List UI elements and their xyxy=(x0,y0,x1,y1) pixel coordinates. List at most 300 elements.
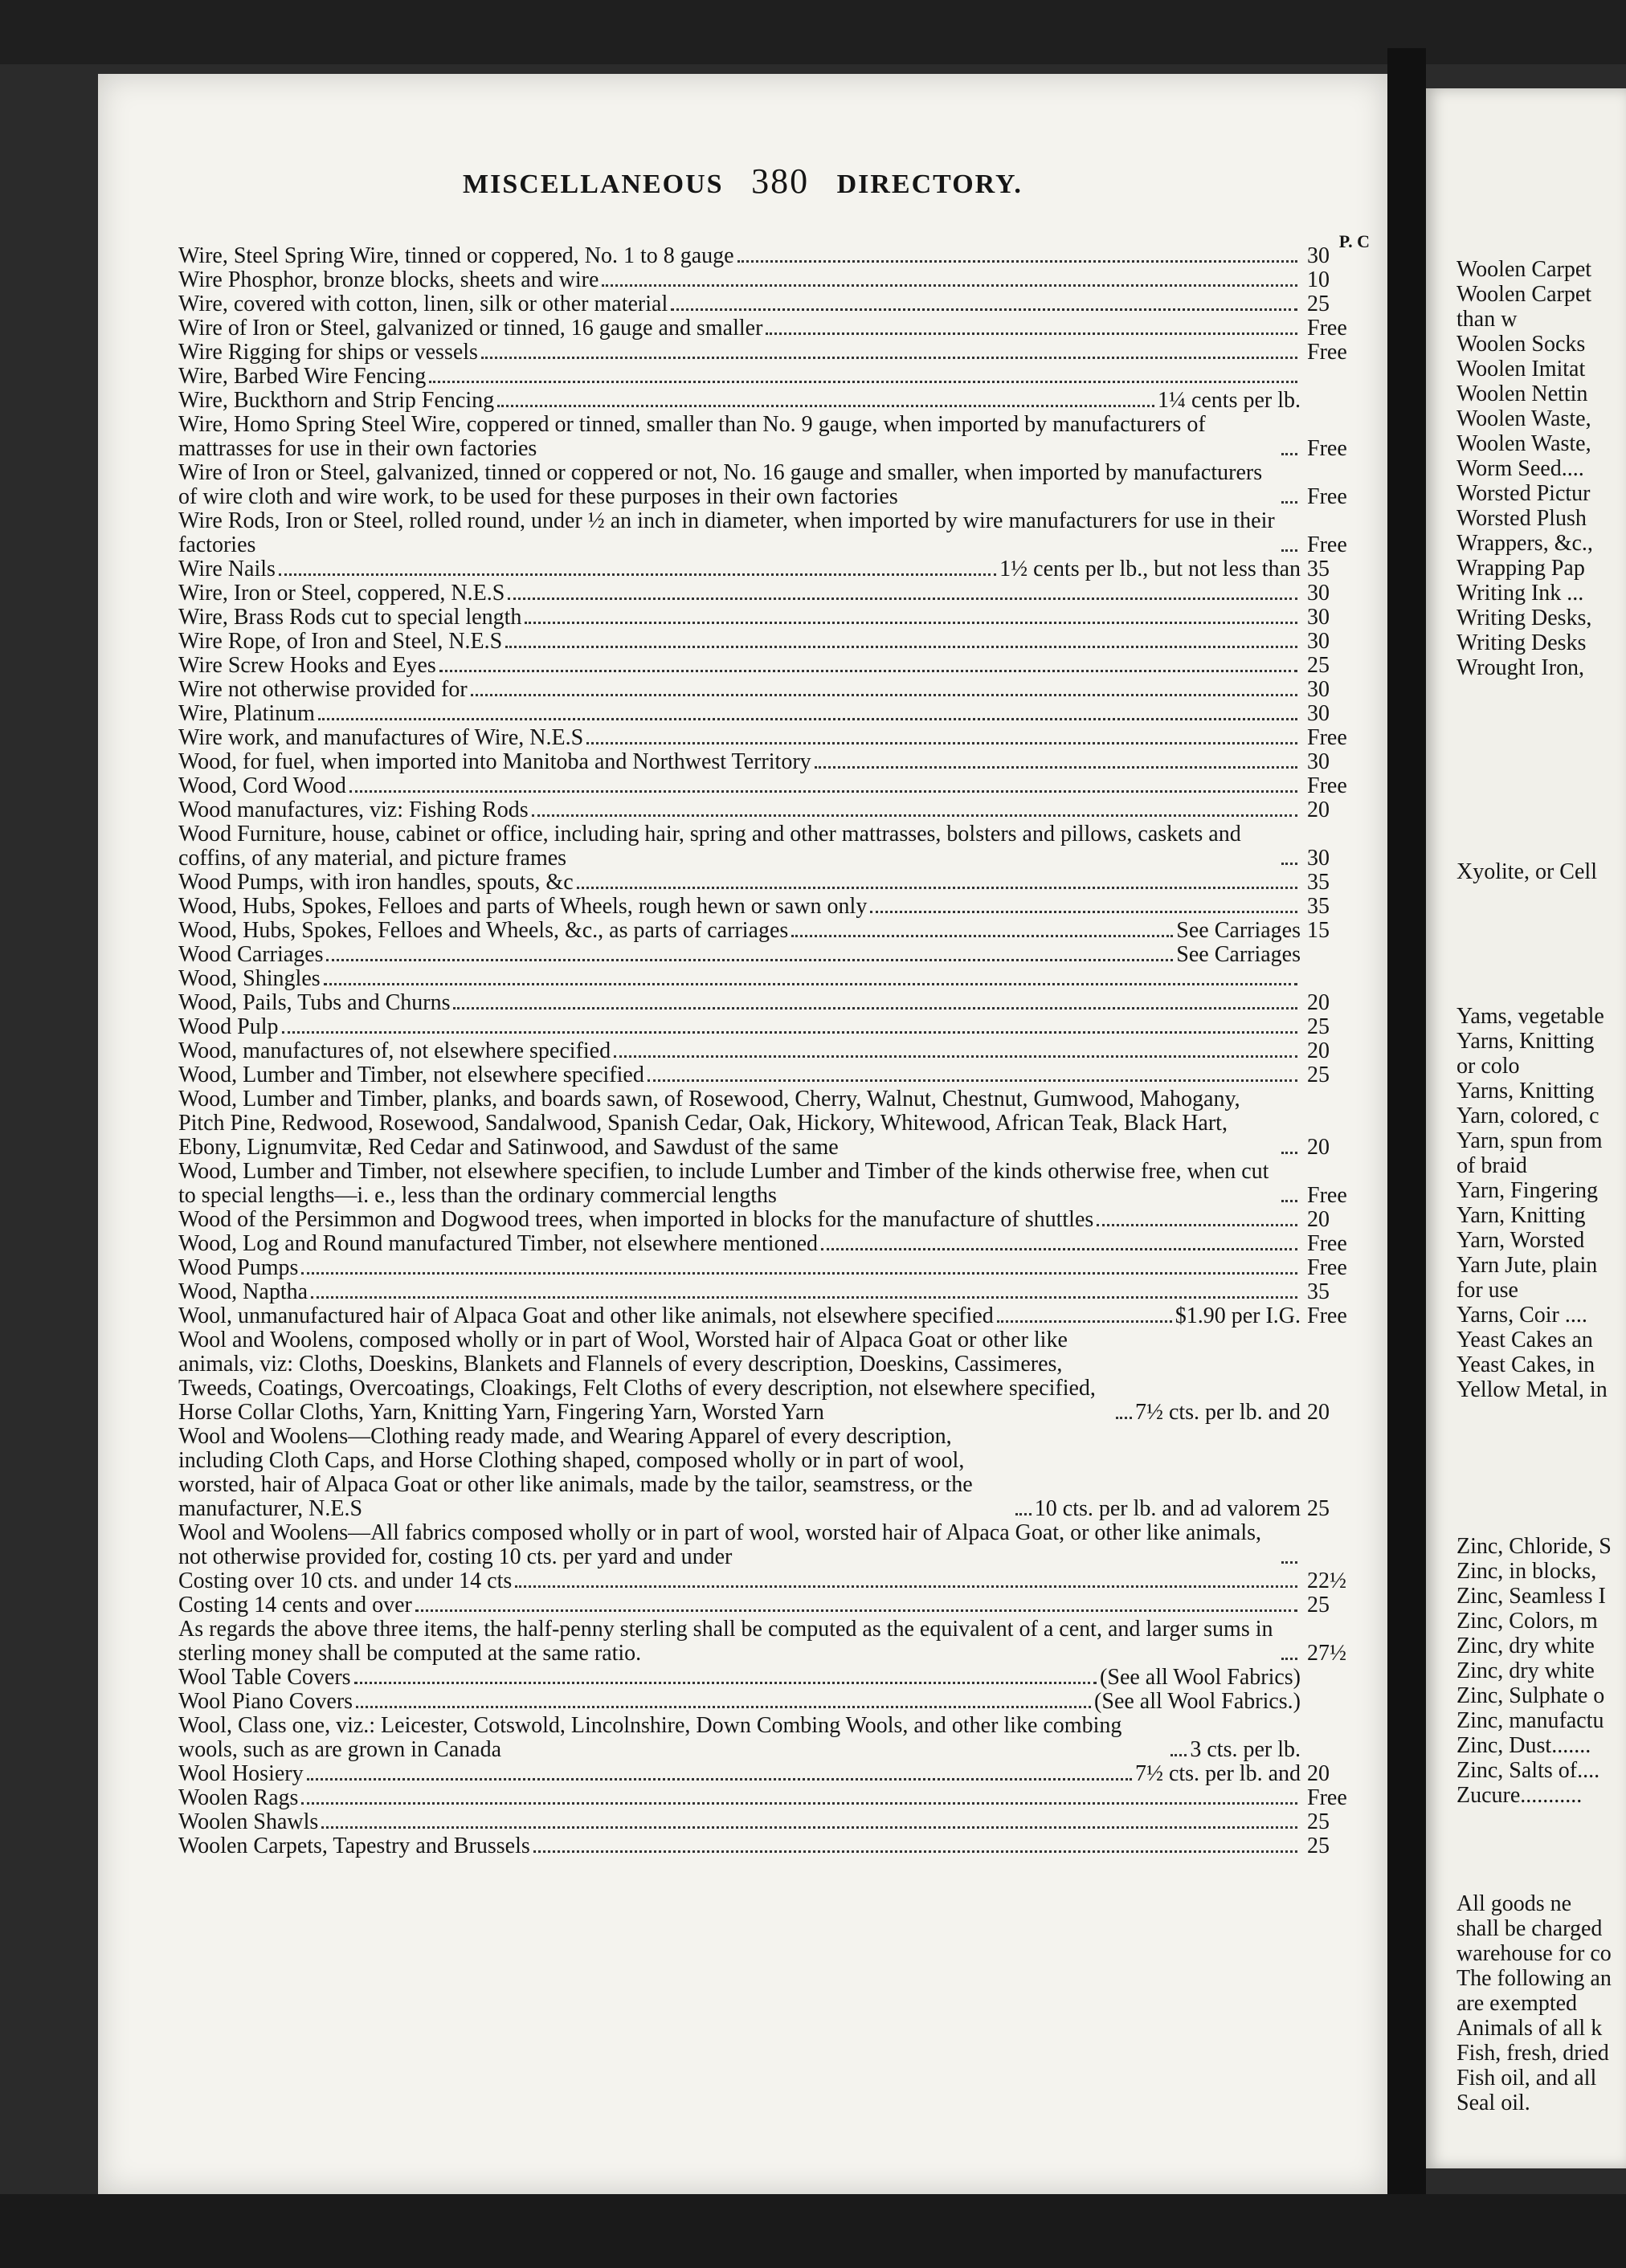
entry-text: Wood, Naptha xyxy=(178,1279,308,1304)
entry-rate: 27½ xyxy=(1307,1641,1346,1666)
entry-main xyxy=(178,1328,1301,1425)
entry-text: Wood, Shingles xyxy=(178,966,321,991)
tariff-entry xyxy=(178,1232,1371,1256)
entry-text: Wool and Woolens—Clothing ready made, and Wearing Apparel of every description, including Cloth Caps, and Horse Clothing shaped, composed wholly or in part of wool, worsted, hair of Alpaca Goat or other like animals, made by the tailor, seamstress, or the manufacturer, N.E.S xyxy=(178,1424,973,1521)
entry-detail: 7½ cts. per lb. and xyxy=(1134,1761,1301,1786)
dot-leader xyxy=(318,717,1297,720)
dot-leader xyxy=(525,621,1297,624)
dot-leader xyxy=(532,814,1297,817)
right-page-line: Yellow Metal, in xyxy=(1456,1377,1608,1402)
entry-text: Wood Pumps xyxy=(178,1255,299,1280)
entry-detail: 7½ cts. per lb. and xyxy=(1134,1400,1301,1425)
book-gutter xyxy=(1387,48,1426,2217)
entry-text: Wool Table Covers xyxy=(178,1665,351,1690)
right-page-line: or colo xyxy=(1456,1054,1520,1079)
entry-text: Wire, Iron or Steel, coppered, N.E.S xyxy=(178,581,505,606)
entry-text: Wire, Steel Spring Wire, tinned or coppered, No. 1 to 8 gauge xyxy=(178,243,734,268)
entry-main xyxy=(178,822,1301,871)
entry-main xyxy=(178,268,1301,292)
entry-main xyxy=(178,702,1301,726)
right-list-z xyxy=(1456,1534,1626,1808)
entry-text: Wood, manufactures of, not elsewhere specified xyxy=(178,1038,611,1063)
entry-rate: 25 xyxy=(1307,1063,1330,1087)
entry-main xyxy=(178,1208,1301,1232)
dot-leader xyxy=(324,982,1297,985)
entry-main xyxy=(178,654,1301,678)
dot-leader xyxy=(791,934,1173,937)
entry-main xyxy=(178,1569,1301,1593)
entry-text: Wire Phosphor, bronze blocks, sheets and wire xyxy=(178,267,599,292)
entry-rate: 10 xyxy=(1307,267,1330,292)
right-page-line: Yarns, Knitting xyxy=(1456,1029,1595,1054)
right-page-line: Yarn, Knitting xyxy=(1456,1203,1586,1228)
right-page-line: Zinc, Sulphate o xyxy=(1456,1683,1605,1708)
tariff-entry xyxy=(178,365,1371,389)
tariff-entry xyxy=(178,798,1371,822)
dot-leader xyxy=(1170,1753,1187,1756)
right-page-line: Woolen Imitat xyxy=(1456,357,1586,381)
right-page-line: Zinc, Seamless I xyxy=(1456,1584,1606,1609)
right-page-line: Woolen Waste, xyxy=(1456,431,1591,456)
right-page-line: Yarn, spun from xyxy=(1456,1128,1603,1153)
tariff-entry xyxy=(178,630,1371,654)
tariff-entry xyxy=(178,316,1371,341)
entry-rate: 25 xyxy=(1307,1496,1330,1521)
entry-main xyxy=(178,1714,1301,1762)
tariff-entry xyxy=(178,1666,1371,1690)
dot-leader xyxy=(671,308,1297,311)
tariff-entry xyxy=(178,822,1371,871)
tariff-entry xyxy=(178,654,1371,678)
entry-main xyxy=(178,606,1301,630)
right-page-line: than w xyxy=(1456,307,1518,332)
right-page-line: Wrapping Pap xyxy=(1456,556,1585,581)
right-page-line: Worm Seed.... xyxy=(1456,456,1584,481)
right-page-line: Animals of all k xyxy=(1456,2016,1603,2041)
entry-text: Wood Furniture, house, cabinet or office, including hair, spring and other mattrasses, bolsters and pillows, caskets and coffins, of any material, and picture frames xyxy=(178,822,1241,871)
entry-rate: Free xyxy=(1307,436,1347,461)
dot-leader xyxy=(1281,1657,1297,1660)
entry-rate: Free xyxy=(1307,532,1347,557)
dot-leader xyxy=(326,958,1173,961)
right-page-line: Zinc, Salts of.... xyxy=(1456,1758,1600,1783)
entry-rate: 20 xyxy=(1307,1400,1330,1425)
entry-rate: 20 xyxy=(1307,1761,1330,1786)
tariff-entry xyxy=(178,557,1371,581)
right-page-line: Yarn, colored, c xyxy=(1456,1103,1599,1128)
page-number: 380 xyxy=(751,161,810,201)
entry-main xyxy=(178,341,1301,365)
entry-rate: Free xyxy=(1307,1183,1347,1208)
right-page-line: are exempted xyxy=(1456,1991,1578,2016)
entry-main xyxy=(178,895,1301,919)
right-page-line: Wrappers, &c., xyxy=(1456,531,1593,556)
entry-main xyxy=(178,919,1301,943)
entry-main xyxy=(178,774,1301,798)
entry-rate: 15 xyxy=(1307,918,1330,943)
entry-text: Costing 14 cents and over xyxy=(178,1593,412,1617)
right-page-line: Zinc, Colors, m xyxy=(1456,1609,1598,1634)
dot-leader xyxy=(497,404,1154,407)
entry-main xyxy=(178,1690,1301,1714)
tariff-entry xyxy=(178,1521,1371,1569)
tariff-entry xyxy=(178,606,1371,630)
right-page-line: Woolen Waste, xyxy=(1456,406,1591,431)
entry-text: Wood, Lumber and Timber, planks, and boards sawn, of Rosewood, Cherry, Walnut, Chestnut, Gumwood, Mahogany, Pitch Pine, Redwood, Rosewood, Sandalwood, Spanish Cedar, Oak, Hickory, Whitewood, African Teak, Black Hart, Ebony, Lignumvitæ, Red Cedar and Satinwood, and Sawdust of the same xyxy=(178,1087,1240,1160)
entry-rate: 35 xyxy=(1307,557,1330,581)
entry-text: Wire, covered with cotton, linen, silk or other material xyxy=(178,292,668,316)
tariff-entry xyxy=(178,774,1371,798)
tariff-entry xyxy=(178,678,1371,702)
entry-detail: 1¼ cents per lb. xyxy=(1157,388,1301,413)
right-page-line: Worsted Pictur xyxy=(1456,481,1591,506)
scan-bottom-border xyxy=(0,2194,1626,2268)
tariff-entry xyxy=(178,1280,1371,1304)
right-page-line: Zucure........... xyxy=(1456,1783,1583,1808)
tariff-entry xyxy=(178,244,1371,268)
dot-leader xyxy=(766,332,1297,335)
entry-main xyxy=(178,798,1301,822)
right-list-w xyxy=(1456,257,1626,680)
entry-main xyxy=(178,1593,1301,1617)
tariff-entry xyxy=(178,1714,1371,1762)
entry-rate: 20 xyxy=(1307,1038,1330,1063)
entry-text: Wood Pumps, with iron handles, spouts, &c xyxy=(178,870,574,895)
tariff-entry xyxy=(178,943,1371,967)
dot-leader xyxy=(870,910,1297,913)
dot-leader xyxy=(356,1705,1091,1708)
entry-main xyxy=(178,1425,1301,1521)
tariff-entry xyxy=(178,1256,1371,1280)
entry-rate: 25 xyxy=(1307,1834,1330,1858)
entry-text: Wire, Homo Spring Steel Wire, coppered or tinned, smaller than No. 9 gauge, when imported by manufacturers of mattrasses for use in their own factories xyxy=(178,412,1206,461)
entry-rate: 25 xyxy=(1307,1014,1330,1039)
tariff-entry xyxy=(178,268,1371,292)
right-page-line: Yeast Cakes an xyxy=(1456,1328,1593,1352)
dot-leader xyxy=(279,573,996,576)
tariff-entry xyxy=(178,1834,1371,1858)
entry-text: Wool Piano Covers xyxy=(178,1689,353,1714)
tariff-entry xyxy=(178,581,1371,606)
entry-main xyxy=(178,1786,1301,1810)
right-page-line: Zinc, Chloride, S xyxy=(1456,1534,1612,1559)
tariff-entry xyxy=(178,1810,1371,1834)
entry-text: Woolen Rags xyxy=(178,1785,299,1810)
right-page-line: Zinc, in blocks, xyxy=(1456,1559,1597,1584)
tariff-entry xyxy=(178,967,1371,991)
entry-rate: Free xyxy=(1307,340,1347,365)
entry-rate: 30 xyxy=(1307,243,1330,268)
entry-main xyxy=(178,871,1301,895)
entry-rate: 20 xyxy=(1307,990,1330,1015)
entry-main xyxy=(178,1015,1301,1039)
right-page-line: Yarn, Worsted xyxy=(1456,1228,1585,1253)
tariff-entry xyxy=(178,1593,1371,1617)
entry-main xyxy=(178,943,1301,967)
entry-detail: (See all Wool Fabrics) xyxy=(1100,1665,1301,1690)
entry-rate: 30 xyxy=(1307,629,1330,654)
dot-leader xyxy=(439,669,1297,672)
entry-rate: 22½ xyxy=(1307,1568,1346,1593)
entry-main xyxy=(178,1063,1301,1087)
entry-text: Wire Rigging for ships or vessels xyxy=(178,340,478,365)
entry-main xyxy=(178,1039,1301,1063)
entry-main xyxy=(178,1521,1301,1569)
right-page-line: Yarn Jute, plain xyxy=(1456,1253,1598,1278)
dot-leader xyxy=(311,1295,1297,1299)
entry-text: Wool and Woolens, composed wholly or in part of Wool, Worsted hair of Alpaca Goat or other like animals, viz: Cloths, Doeskins, Blankets and Flannels of every description, Doeskins, Cassimeres, Tweeds, Coatings, Overcoatings, Cloakings, Felt Cloths of every description, not elsewhere specified, Horse Collar Cloths, Yarn, Knitting Yarn, Fingering Yarn, Worsted Yarn xyxy=(178,1328,1096,1425)
right-page-line: Writing Desks, xyxy=(1456,606,1592,630)
entry-main xyxy=(178,389,1301,413)
entry-rate: 25 xyxy=(1307,653,1330,678)
dot-leader xyxy=(997,1320,1172,1323)
tariff-entry xyxy=(178,1087,1371,1160)
tariff-entry xyxy=(178,1208,1371,1232)
dot-leader xyxy=(481,356,1297,359)
entry-text: Wood, Cord Wood xyxy=(178,773,346,798)
entry-text: Wire Rods, Iron or Steel, rolled round, under ½ an inch in diameter, when imported by wire manufacturers for use in their factories xyxy=(178,508,1275,557)
entry-text: Wood, Lumber and Timber, not elsewhere specified xyxy=(178,1063,644,1087)
dot-leader xyxy=(648,1079,1297,1082)
entry-main xyxy=(178,316,1301,341)
entry-rate: 30 xyxy=(1307,749,1330,774)
right-page-line: Wrought Iron, xyxy=(1456,655,1585,680)
entry-detail: 10 cts. per lb. and ad valorem xyxy=(1034,1496,1301,1521)
dot-leader xyxy=(301,1801,1297,1805)
entry-text: Wood, Pails, Tubs and Churns xyxy=(178,990,451,1015)
right-page-line: Zinc, manufactu xyxy=(1456,1708,1604,1733)
dot-leader xyxy=(321,1825,1297,1829)
dot-leader xyxy=(349,789,1297,793)
entry-rate: 35 xyxy=(1307,870,1330,895)
dot-leader xyxy=(415,1609,1297,1612)
dot-leader xyxy=(1281,1151,1297,1154)
entry-rate: Free xyxy=(1307,1785,1347,1810)
left-page xyxy=(98,74,1387,2194)
entry-rate: Free xyxy=(1307,725,1347,750)
entry-text: Wool, unmanufactured hair of Alpaca Goat and other like animals, not elsewhere specified xyxy=(178,1303,994,1328)
dot-leader xyxy=(301,1271,1297,1275)
right-page-line: Yarns, Knitting xyxy=(1456,1079,1595,1103)
dot-leader xyxy=(515,1585,1297,1588)
dot-leader xyxy=(1015,1512,1032,1515)
right-page-line: warehouse for co xyxy=(1456,1941,1612,1966)
entry-text: Wire, Brass Rods cut to special length xyxy=(178,605,522,630)
entry-rate: Free xyxy=(1307,1231,1347,1256)
tariff-entry xyxy=(178,1425,1371,1521)
dot-leader xyxy=(429,380,1297,383)
entry-text: Wire, Barbed Wire Fencing xyxy=(178,364,427,389)
entry-rate: Free xyxy=(1307,773,1347,798)
entry-main xyxy=(178,1087,1301,1160)
right-page-line: shall be charged xyxy=(1456,1916,1603,1941)
right-page-line: Fish, fresh, dried xyxy=(1456,2041,1609,2066)
entry-text: Wool Hosiery xyxy=(178,1761,304,1786)
entry-rate: 30 xyxy=(1307,605,1330,630)
tariff-entry xyxy=(178,1617,1371,1666)
dot-leader xyxy=(614,1054,1297,1058)
tariff-entry xyxy=(178,1328,1371,1425)
right-list-y xyxy=(1456,1004,1626,1402)
right-page-line: for use xyxy=(1456,1278,1518,1303)
entry-text: Wool and Woolens—All fabrics composed wholly or in part of wool, worsted hair of Alpaca Goat, or other like animals, not otherwise provided for, costing 10 cts. per yard and under xyxy=(178,1520,1262,1569)
entry-main xyxy=(178,678,1301,702)
entry-main xyxy=(178,1762,1301,1786)
right-page-line: Yeast Cakes, in xyxy=(1456,1352,1595,1377)
entry-detail: 1½ cents per lb., but not less than xyxy=(999,557,1301,581)
tariff-entry xyxy=(178,1690,1371,1714)
entry-text: Wood, Log and Round manufactured Timber, not elsewhere mentioned xyxy=(178,1231,819,1256)
rate-column-head: P. C xyxy=(1338,231,1370,251)
tariff-entry xyxy=(178,413,1371,461)
right-page-line: Zinc, Dust....... xyxy=(1456,1733,1591,1758)
dot-leader xyxy=(282,1030,1297,1034)
entry-text: Wood Carriages xyxy=(178,942,324,967)
dot-leader xyxy=(453,1006,1297,1010)
entry-detail: See Carriages xyxy=(1176,942,1301,967)
right-page-line: The following an xyxy=(1456,1966,1612,1991)
dot-leader xyxy=(821,1247,1297,1250)
tariff-entry xyxy=(178,1786,1371,1810)
right-page-line: Writing Desks xyxy=(1456,630,1587,655)
tariff-entry xyxy=(178,871,1371,895)
entry-rate: 20 xyxy=(1307,797,1330,822)
entry-text: As regards the above three items, the half-penny sterling shall be computed as the equivalent of a cent, and larger sums in sterling money shall be computed at the same ratio. xyxy=(178,1617,1273,1666)
header-right: DIRECTORY. xyxy=(836,169,1023,199)
entry-main xyxy=(178,1280,1301,1304)
right-page-line: Woolen Nettin xyxy=(1456,381,1588,406)
tariff-entry xyxy=(178,389,1371,413)
entry-main xyxy=(178,1810,1301,1834)
right-page-line: Zinc, dry white xyxy=(1456,1634,1595,1658)
entry-text: Wire, Platinum xyxy=(178,701,315,726)
entry-text: Wood, for fuel, when imported into Manitoba and Northwest Territory xyxy=(178,749,811,774)
tariff-entry xyxy=(178,292,1371,316)
tariff-entry xyxy=(178,1762,1371,1786)
tariff-entry xyxy=(178,895,1371,919)
entry-main xyxy=(178,1256,1301,1280)
entry-text: Wire Nails xyxy=(178,557,276,581)
tariff-entry xyxy=(178,1039,1371,1063)
entry-rate: 35 xyxy=(1307,894,1330,919)
entry-rate: 25 xyxy=(1307,292,1330,316)
entry-main xyxy=(178,557,1301,581)
entry-main xyxy=(178,292,1301,316)
dot-leader xyxy=(1281,500,1297,504)
dot-leader xyxy=(577,886,1297,889)
entry-rate: 20 xyxy=(1307,1207,1330,1232)
entry-text: Wood of the Persimmon and Dogwood trees, when imported in blocks for the manufacture of shuttles xyxy=(178,1207,1094,1232)
entry-main xyxy=(178,509,1301,557)
entry-text: Wire of Iron or Steel, galvanized, tinned or coppered or not, No. 16 gauge and smaller, when imported by manufacturers of wire cloth and wire work, to be used for these purposes in their own factories xyxy=(178,460,1263,509)
scan-top-border xyxy=(0,0,1626,64)
dot-leader xyxy=(1281,862,1297,865)
entry-text: Wood, Lumber and Timber, not elsewhere specifien, to include Lumber and Timber of the kinds otherwise free, when cut to special lengths—i. e., less than the ordinary commercial lengths xyxy=(178,1159,1269,1208)
dot-leader xyxy=(307,1777,1132,1781)
dot-leader xyxy=(471,693,1297,696)
entry-main xyxy=(178,1617,1301,1666)
right-page xyxy=(1426,88,1626,2168)
tariff-entry xyxy=(178,702,1371,726)
right-page-line: Woolen Socks xyxy=(1456,332,1586,357)
entry-text: Wire Screw Hooks and Eyes xyxy=(178,653,436,678)
right-page-line: Yarns, Coir .... xyxy=(1456,1303,1587,1328)
entry-rate: 20 xyxy=(1307,1135,1330,1160)
tariff-entries xyxy=(178,244,1371,1858)
entry-text: Woolen Carpets, Tapestry and Brussels xyxy=(178,1834,530,1858)
entry-detail: See Carriages xyxy=(1176,918,1301,943)
entry-rate: Free xyxy=(1307,316,1347,341)
tariff-entry xyxy=(178,1569,1371,1593)
entry-rate: 30 xyxy=(1307,677,1330,702)
entry-main xyxy=(178,1160,1301,1208)
entry-detail: $1.90 per I.G. xyxy=(1175,1303,1301,1328)
entry-main xyxy=(178,967,1301,991)
dot-leader xyxy=(533,1850,1297,1853)
dot-leader xyxy=(1116,1416,1132,1419)
dot-leader xyxy=(1281,1560,1297,1564)
entry-main xyxy=(178,750,1301,774)
tariff-entry xyxy=(178,509,1371,557)
entry-text: Wood, Hubs, Spokes, Felloes and parts of Wheels, rough hewn or sawn only xyxy=(178,894,868,919)
tariff-entry xyxy=(178,461,1371,509)
right-list-notes xyxy=(1456,1891,1626,2115)
dot-leader xyxy=(1281,1199,1297,1202)
entry-main xyxy=(178,461,1301,509)
dot-leader xyxy=(354,1681,1097,1684)
entry-text: Wool, Class one, viz.: Leicester, Cotswold, Lincolnshire, Down Combing Wools, and other like combing wools, such as are grown in Canada xyxy=(178,1713,1122,1762)
tariff-entry xyxy=(178,726,1371,750)
entry-main xyxy=(178,726,1301,750)
entry-rate: 30 xyxy=(1307,581,1330,606)
entry-main xyxy=(178,244,1301,268)
entry-detail: (See all Wool Fabrics.) xyxy=(1094,1689,1301,1714)
entry-main xyxy=(178,1304,1301,1328)
entry-rate: 30 xyxy=(1307,846,1330,871)
tariff-entry xyxy=(178,1015,1371,1039)
entry-rate: 30 xyxy=(1307,701,1330,726)
entry-text: Woolen Shawls xyxy=(178,1809,319,1834)
right-page-line: Xyolite, or Cell xyxy=(1456,859,1597,884)
entry-main xyxy=(178,581,1301,606)
tariff-entry xyxy=(178,919,1371,943)
dot-leader xyxy=(737,259,1297,263)
entry-rate: Free xyxy=(1307,1303,1347,1328)
entry-main xyxy=(178,630,1301,654)
entry-text: Costing over 10 cts. and under 14 cts xyxy=(178,1568,513,1593)
tariff-entry xyxy=(178,341,1371,365)
right-page-line: Seal oil. xyxy=(1456,2091,1530,2115)
entry-text: Wire of Iron or Steel, galvanized or tinned, 16 gauge and smaller xyxy=(178,316,763,341)
right-page-line: Yarn, Fingering xyxy=(1456,1178,1599,1203)
tariff-entry xyxy=(178,991,1371,1015)
entry-rate: 35 xyxy=(1307,1279,1330,1304)
entry-text: Wire not otherwise provided for xyxy=(178,677,468,702)
dot-leader xyxy=(508,597,1297,600)
entry-rate: Free xyxy=(1307,1255,1347,1280)
entry-text: Wood manufactures, viz: Fishing Rods xyxy=(178,797,529,822)
entry-rate: 25 xyxy=(1307,1593,1330,1617)
entry-main xyxy=(178,1834,1301,1858)
header-left: MISCELLANEOUS xyxy=(463,169,724,199)
right-list-x xyxy=(1456,859,1626,884)
tariff-entry xyxy=(178,1063,1371,1087)
entry-text: Wire work, and manufactures of Wire, N.E.S xyxy=(178,725,584,750)
right-page-line: Yams, vegetable xyxy=(1456,1004,1604,1029)
page-header xyxy=(98,161,1387,202)
entry-text: Wood, Hubs, Spokes, Felloes and Wheels, &c., as parts of carriages xyxy=(178,918,789,943)
dot-leader xyxy=(1097,1223,1297,1226)
